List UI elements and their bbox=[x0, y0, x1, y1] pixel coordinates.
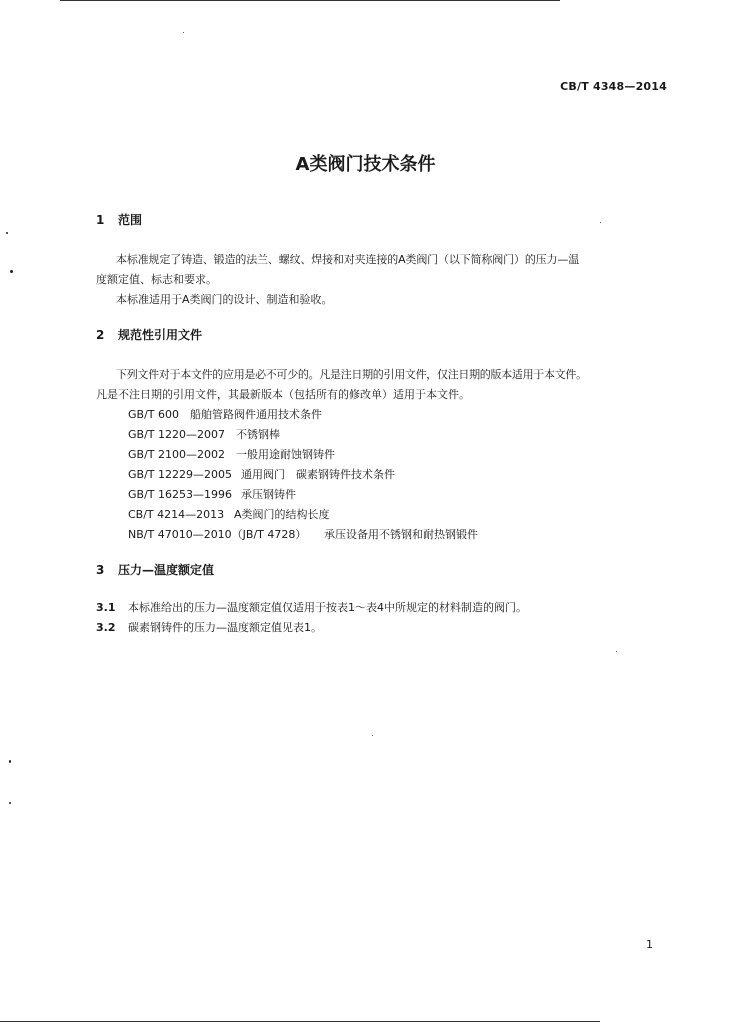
reference-item bbox=[128, 446, 335, 462]
scan-speck bbox=[9, 802, 11, 804]
section-number: 3 bbox=[96, 563, 105, 577]
reference-item bbox=[128, 486, 296, 502]
scan-speck bbox=[6, 232, 8, 234]
section-title: 压力—温度额定值 bbox=[118, 563, 215, 577]
reference-code: CB/T 4214—2013 bbox=[128, 508, 225, 521]
paragraph: 度额定值、标志和要求。 bbox=[96, 273, 217, 286]
reference-title: 船舶管路阀件通用技术条件 bbox=[190, 408, 322, 421]
scan-speck bbox=[9, 760, 11, 763]
clause-text: 本标准给出的压力—温度额定值仅适用于按表1～表4中所规定的材料制造的阀门。 bbox=[128, 601, 527, 614]
scan-speck bbox=[10, 270, 13, 273]
reference-item bbox=[128, 406, 322, 422]
reference-item bbox=[128, 466, 395, 482]
reference-code: GB/T 600 bbox=[128, 408, 179, 421]
section-2-heading bbox=[96, 326, 202, 343]
reference-code: GB/T 1220—2007 bbox=[128, 428, 225, 441]
scan-speck bbox=[600, 222, 601, 223]
reference-title: A类阀门的结构长度 bbox=[234, 508, 330, 521]
standard-code: CB/T 4348—2014 bbox=[560, 80, 667, 93]
section-3-heading bbox=[96, 561, 214, 578]
reference-item bbox=[128, 526, 478, 542]
scan-speck bbox=[183, 32, 184, 33]
reference-item bbox=[128, 506, 330, 522]
reference-title: 承压钢铸件 bbox=[241, 488, 296, 501]
top-scan-rule bbox=[60, 0, 560, 1]
scan-speck bbox=[372, 735, 373, 736]
reference-item bbox=[128, 426, 280, 442]
scan-speck bbox=[616, 651, 617, 652]
reference-code: GB/T 16253—1996 bbox=[128, 488, 232, 501]
section-title: 规范性引用文件 bbox=[118, 328, 203, 342]
document-title: A类阀门技术条件 bbox=[295, 154, 436, 175]
section-number: 2 bbox=[96, 328, 105, 342]
clause-3-2 bbox=[96, 619, 322, 635]
paragraph: 本标准适用于A类阀门的设计、制造和验收。 bbox=[116, 293, 333, 306]
clause-number: 3.1 bbox=[96, 601, 116, 614]
clause-text: 碳素钢铸件的压力—温度额定值见表1。 bbox=[128, 621, 322, 634]
paragraph: 下列文件对于本文件的应用是必不可少的。凡是注日期的引用文件，仅注日期的版本适用于本文件。 bbox=[116, 368, 587, 381]
reference-title: 不锈钢棒 bbox=[236, 428, 280, 441]
clause-number: 3.2 bbox=[96, 621, 116, 634]
paragraph: 本标准规定了铸造、锻造的法兰、螺纹、焊接和对夹连接的A类阀门（以下简称阀门）的压力—温 bbox=[116, 253, 580, 266]
reference-title: 通用阀门 碳素钢铸件技术条件 bbox=[241, 468, 395, 481]
reference-code: GB/T 12229—2005 bbox=[128, 468, 232, 481]
section-1-heading bbox=[96, 211, 142, 228]
paragraph: 凡是不注日期的引用文件，其最新版本（包括所有的修改单）适用于本文件。 bbox=[96, 388, 470, 401]
section-number: 1 bbox=[96, 213, 105, 227]
clause-3-1 bbox=[96, 599, 527, 615]
section-title: 范围 bbox=[118, 213, 143, 227]
reference-code: GB/T 2100—2002 bbox=[128, 448, 225, 461]
reference-title: 一般用途耐蚀钢铸件 bbox=[236, 448, 335, 461]
reference-title: 承压设备用不锈钢和耐热钢锻件 bbox=[324, 528, 478, 541]
bottom-scan-rule bbox=[0, 1021, 600, 1022]
reference-code: NB/T 47010—2010（JB/T 4728） bbox=[128, 528, 307, 541]
page-number: 1 bbox=[646, 938, 653, 951]
